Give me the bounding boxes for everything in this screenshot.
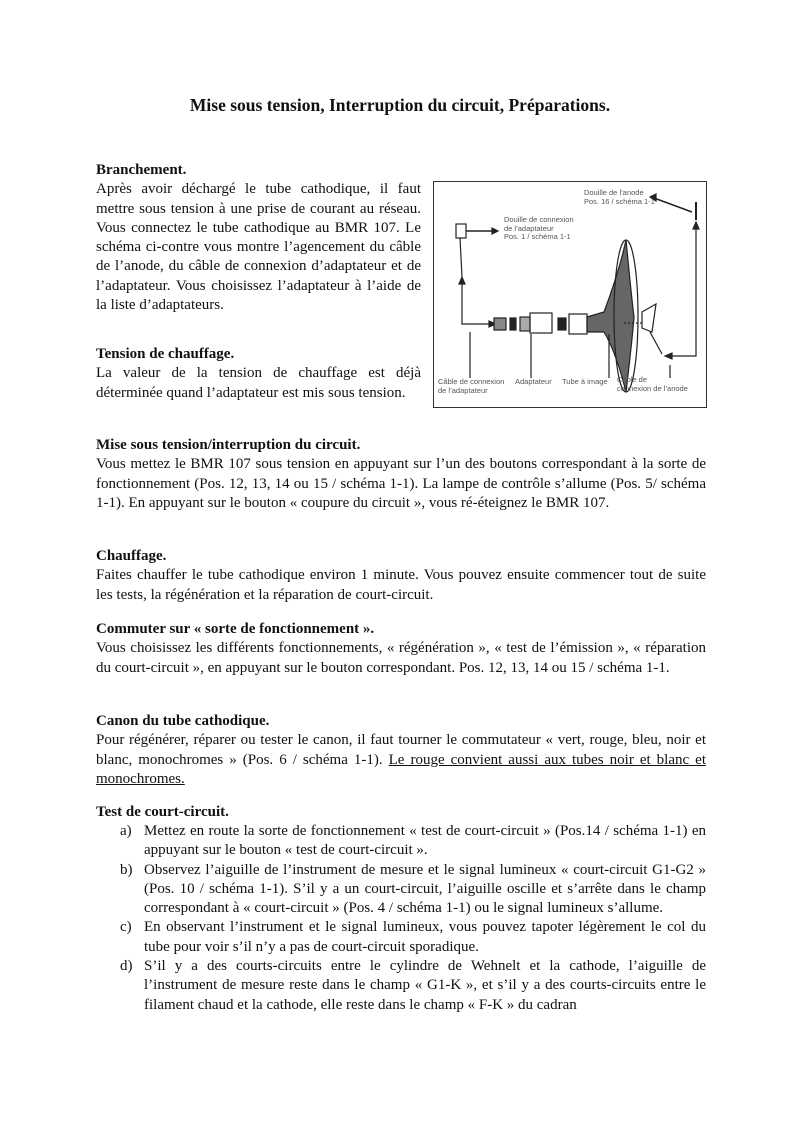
section-text: Vous choisissez les différents fonctionnements, « régénération », « test de l’émission », « réparation du court-circuit », en appuyant sur le bouton correspondant. Pos. 12, 13, 14 ou 15 / schéma 1-1. [96, 640, 706, 676]
label-tube-image: Tube à image [562, 377, 608, 386]
section-heading: Canon du tube cathodique. [96, 713, 270, 729]
section-heading: Test de court-circuit. [96, 804, 229, 820]
connection-diagram [433, 181, 707, 408]
section-text: La valeur de la tension de chauffage est déjà déterminée quand l’adaptateur est mis sous tension. [96, 365, 421, 401]
section-tension-chauffage [96, 345, 421, 403]
label-adaptateur: Adaptateur [515, 377, 552, 386]
label-douille-anode: Douille de l’anode Pos. 16 / schéma 1-1 [584, 188, 655, 206]
label-douille-connexion: Douille de connexion de l’adaptateur Pos. 1 / schéma 1-1 [504, 215, 574, 241]
section-heading: Commuter sur « sorte de fonctionnement ». [96, 621, 375, 637]
section-text: Vous mettez le BMR 107 sous tension en appuyant sur l’un des boutons correspondant à la sorte de fonctionnement (Pos. 12, 13, 14 ou 15 / schéma 1-1). La lampe de contrôle s’allume (Pos. 5/ schéma 1-1). En appuyant sur le bouton « coupure du circuit », vous ré-éteignez le BMR 107. [96, 456, 706, 511]
label-cable-connexion: Câble de connexion de l’adaptateur [438, 377, 505, 395]
underlined-note: Le rouge convient aussi aux tubes noir et blanc et monochromes. [96, 751, 706, 787]
section-heading: Chauffage. [96, 548, 167, 564]
list-item: c) En observant l’instrument et le signal lumineux, vous pouvez tapoter légèrement le col du tube pour voir s’il n’y a pas de court-circuit sporadique. [120, 919, 706, 955]
list-item: b) Observez l’aiguille de l’instrument de mesure et le signal lumineux « court-circuit G1-G2 » (Pos. 10 / schéma 1-1). S’il y a un court-circuit, l’aiguille oscille et s’arrête dans le champ correspondant à « court-circuit » (Pos. 4 / schéma 1-1) ou le signal lumineux s’allume. [120, 861, 706, 917]
page-title: Mise sous tension, Interruption du circuit, Préparations. [189, 95, 611, 115]
section-canon [96, 712, 706, 789]
section-text: Après avoir déchargé le tube cathodique, il faut mettre sous tension à une prise de courant au réseau. Vous connectez le tube cathodique au BMR 107. Le schéma ci-contre vous montre l’agencement du câble de l’anode, du câble de connexion d’adaptateur et de l’adaptateur. Vous choisissez l’adaptateur à l’aide de la liste d’adaptateurs. [96, 181, 421, 314]
list-item: a) Mettez en route la sorte de fonctionnement « test de court-circuit » (Pos.14 / schéma 1-1) en appuyant sur le bouton « test de court-circuit ». [120, 823, 706, 859]
section-heading: Branchement. [96, 162, 187, 178]
label-cable-anode: Câble de connexion de l’anode [617, 375, 688, 393]
section-heading: Tension de chauffage. [96, 346, 235, 362]
list-item: d) S’il y a des courts-circuits entre le cylindre de Wehnelt et la cathode, l’aiguille de l’instrument de mesure reste dans le champ « G1-K », et s’il y a des courts-circuits entre le filament chaud et la cathode, elle reste dans le champ « F-K » du cadran [120, 958, 706, 1013]
section-chauffage [96, 547, 706, 605]
section-mise-sous-tension [96, 436, 706, 513]
section-text: Pour régénérer, réparer ou tester le canon, il faut tourner le commutateur « vert, rouge, bleu, noir et blanc, monochromes » (Pos. 6 / schéma 1-1). [96, 732, 706, 768]
section-test-heading [96, 803, 706, 822]
section-heading: Mise sous tension/interruption du circuit. [96, 437, 361, 453]
section-branchement [96, 161, 421, 315]
section-text: Faites chauffer le tube cathodique environ 1 minute. Vous pouvez ensuite commencer tout de suite les tests, la régénération et la réparation de court-circuit. [96, 567, 706, 603]
test-steps-list [120, 822, 706, 1015]
section-commuter [96, 620, 706, 678]
